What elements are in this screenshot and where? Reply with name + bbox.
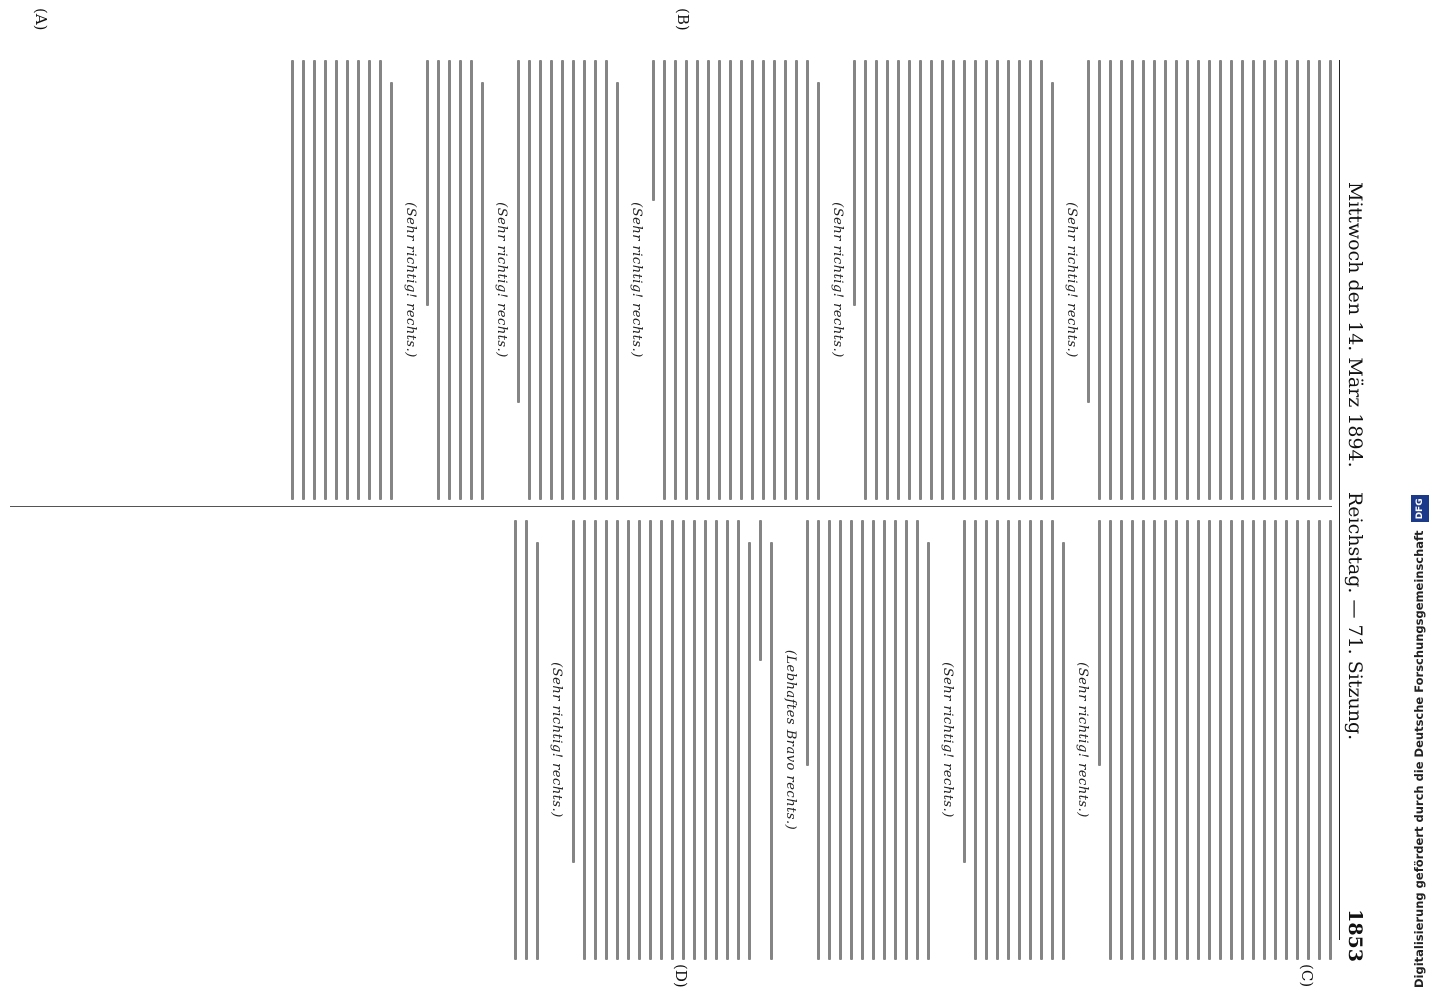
reaction-line: (Sehr richtig! rechts.): [403, 202, 418, 358]
reaction-line: (Lebhaftes Bravo rechts.): [783, 649, 798, 831]
reaction-line: (Sehr richtig! rechts.): [1075, 662, 1090, 818]
paragraph: [963, 520, 1065, 960]
paragraph: [853, 60, 1054, 500]
paragraph: [291, 60, 393, 500]
paragraph: [652, 60, 820, 500]
margin-marker-b: (B): [674, 8, 692, 31]
paragraph: [426, 60, 484, 500]
header-date: Mittwoch den 14. März 1894.: [1344, 182, 1366, 468]
speaker-paragraph: [759, 520, 773, 960]
margin-marker-c: (C): [1298, 964, 1316, 988]
page-header: [1338, 62, 1372, 962]
paragraph: [1087, 60, 1332, 500]
paragraph: [1098, 520, 1332, 960]
footer-label: Digitalisierung gefördert durch die Deutsche Forschungsgemeinschaft: [1412, 530, 1426, 988]
reaction-line: (Sehr richtig! rechts.): [494, 202, 509, 358]
paragraph: [572, 520, 751, 960]
dfg-logo: DFG: [1411, 495, 1429, 522]
paragraph: [806, 520, 930, 960]
text-column-left: [10, 60, 1332, 500]
header-session: Reichstag. — 71. Sitzung.: [1344, 492, 1366, 741]
text-column-right: [10, 520, 1332, 960]
footer-strip: [1406, 0, 1432, 1000]
reaction-line: (Sehr richtig! rechts.): [830, 202, 845, 358]
reaction-line: (Sehr richtig! rechts.): [940, 662, 955, 818]
footer-text: [1410, 0, 1432, 988]
column-divider: [10, 506, 1332, 507]
margin-marker-a: (A): [32, 8, 50, 31]
paragraph: [517, 60, 619, 500]
margin-marker-d: (D): [672, 964, 690, 988]
header-rule: [1339, 60, 1340, 940]
page-number: 1853: [1344, 909, 1366, 962]
reaction-line: (Sehr richtig! rechts.): [549, 662, 564, 818]
paragraph: [514, 520, 539, 960]
reaction-line: (Sehr richtig! rechts.): [1064, 202, 1079, 358]
reaction-line: (Sehr richtig! rechts.): [629, 202, 644, 358]
